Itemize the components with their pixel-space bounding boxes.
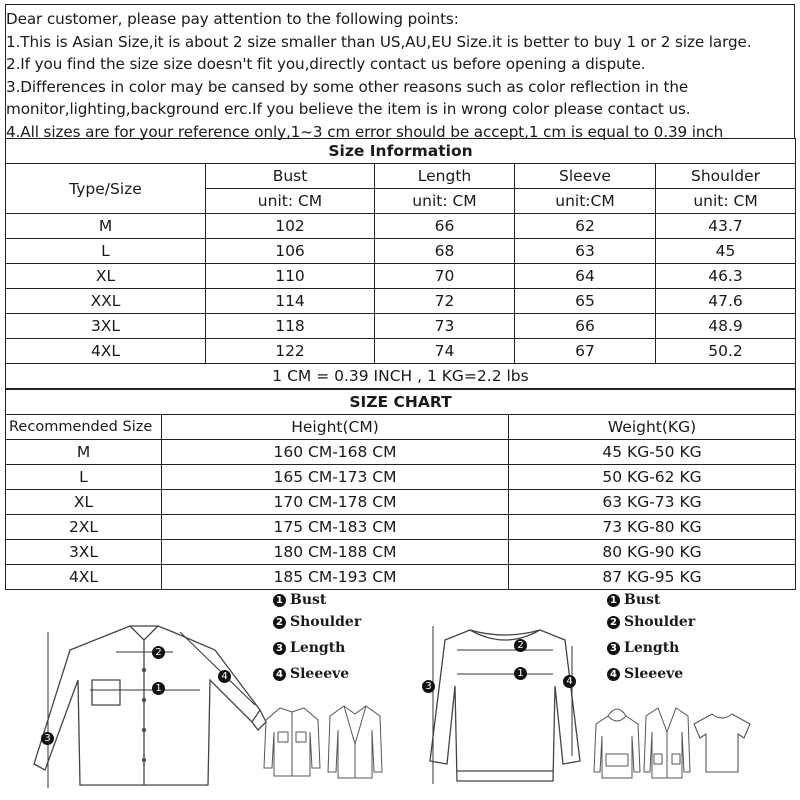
notice-line: monitor,lighting,background erc.If you believe the item is in wrong color please contact us. [6,100,691,119]
shoulder-header: Shoulder [656,164,796,189]
notice-line: Dear customer, please pay attention to the following points: [6,10,459,28]
legend-label: Sleeeve [624,666,684,682]
shoulder-cell: 43.7 [656,214,796,239]
shoulder-cell: 47.6 [656,289,796,314]
size-cell: XL [6,490,162,515]
size-cell: 2XL [6,515,162,540]
legend-label: Length [624,640,680,656]
table-row [6,490,796,515]
bust-cell: 106 [206,239,375,264]
unit-label: unit: CM [206,189,375,214]
marker-length: 3 [41,732,54,745]
measurement-illustrations [0,592,800,800]
height-cell: 160 CM-168 CM [162,440,509,465]
notice-line: 2.If you find the size size doesn't fit you,directly contact us before opening a dispute. [6,55,646,74]
size-cell: 3XL [6,540,162,565]
table-row [6,314,796,339]
table-row [6,339,796,364]
size-cell: L [6,239,206,264]
legend-label: Shoulder [290,614,362,630]
marker-bust: 1 [514,667,527,680]
bust-cell: 102 [206,214,375,239]
height-cell: 175 CM-183 CM [162,515,509,540]
length-cell: 73 [375,314,515,339]
bust-cell: 110 [206,264,375,289]
shoulder-cell: 46.3 [656,264,796,289]
recommended-size-header: Recommended Size [6,415,162,440]
legend-number: 4 [273,668,286,681]
weight-cell: 50 KG-62 KG [509,465,796,490]
sleeve-header: Sleeve [515,164,656,189]
size-cell: M [6,214,206,239]
legend-number: 1 [273,594,286,607]
unit-label: unit: CM [656,189,796,214]
legend-label: Length [290,640,346,656]
weight-cell: 63 KG-73 KG [509,490,796,515]
cardigan-icon [642,702,692,782]
length-header: Length [375,164,515,189]
legend-item-shoulder [273,614,361,630]
hoodie-icon [592,702,642,782]
tshirt-icon [690,710,754,776]
weight-cell: 87 KG-95 KG [509,565,796,590]
height-cell: 165 CM-173 CM [162,465,509,490]
legend-label: Shoulder [624,614,696,630]
legend-number: 2 [273,616,286,629]
marker-shoulder: 2 [514,639,527,652]
table-row [6,289,796,314]
size-cell: XXL [6,289,206,314]
shoulder-cell: 50.2 [656,339,796,364]
table-row [6,540,796,565]
blazer-icon [326,700,384,782]
table-row [6,440,796,465]
sweater-diagram-icon [415,606,595,786]
size-cell: L [6,465,162,490]
weight-cell: 45 KG-50 KG [509,440,796,465]
marker-length: 3 [422,680,435,693]
shirt-diagram-icon [30,610,270,800]
bust-cell: 122 [206,339,375,364]
legend-item-bust [273,592,326,608]
sleeve-cell: 64 [515,264,656,289]
length-cell: 66 [375,214,515,239]
legend-item-length [607,640,679,656]
size-cell: M [6,440,162,465]
notice-border [5,4,795,138]
sleeve-cell: 63 [515,239,656,264]
table-row [6,214,796,239]
legend-number: 2 [607,616,620,629]
weight-cell: 80 KG-90 KG [509,540,796,565]
marker-shoulder: 2 [152,646,165,659]
weight-header: Weight(KG) [509,415,796,440]
shoulder-cell: 45 [656,239,796,264]
legend-item-bust [607,592,660,608]
shoulder-cell: 48.9 [656,314,796,339]
legend-label: Bust [290,592,327,608]
legend-label: Sleeeve [290,666,350,682]
height-cell: 180 CM-188 CM [162,540,509,565]
unit-label: unit: CM [375,189,515,214]
denim-jacket-icon [262,702,322,782]
weight-cell: 73 KG-80 KG [509,515,796,540]
conversion-footnote: 1 CM = 0.39 INCH , 1 KG=2.2 lbs [6,364,796,389]
size-chart-table [5,389,796,590]
notice-line: 3.Differences in color may be cansed by some other reasons such as color reflection in the [6,77,689,96]
table-row [6,565,796,590]
legend-item-shoulder [607,614,695,630]
bust-cell: 114 [206,289,375,314]
size-cell: 3XL [6,314,206,339]
sleeve-cell: 67 [515,339,656,364]
length-cell: 72 [375,289,515,314]
legend-number: 1 [607,594,620,607]
length-cell: 70 [375,264,515,289]
marker-bust: 1 [152,682,165,695]
table-row [6,465,796,490]
legend-number: 3 [273,642,286,655]
size-cell: 4XL [6,339,206,364]
legend-item-sleeve [607,666,683,682]
legend-number: 3 [607,642,620,655]
legend-label: Bust [624,592,661,608]
marker-sleeve: 4 [563,675,576,688]
size-cell: 4XL [6,565,162,590]
type-size-header: Type/Size [6,164,206,214]
table-row [6,264,796,289]
size-cell: XL [6,264,206,289]
legend-number: 4 [607,668,620,681]
notice-line: 1.This is Asian Size,it is about 2 size smaller than US,AU,EU Size.it is better to buy 1 or 2 size large. [6,32,752,51]
unit-label: unit:CM [515,189,656,214]
length-cell: 74 [375,339,515,364]
length-cell: 68 [375,239,515,264]
sleeve-cell: 65 [515,289,656,314]
size-information-title: Size Information [6,139,796,164]
sleeve-cell: 62 [515,214,656,239]
marker-sleeve: 4 [218,670,231,683]
size-information-table [5,138,796,389]
height-header: Height(CM) [162,415,509,440]
height-cell: 170 CM-178 CM [162,490,509,515]
size-chart-title: SIZE CHART [6,390,796,415]
sleeve-cell: 66 [515,314,656,339]
legend-item-sleeve [273,666,349,682]
table-row [6,515,796,540]
bust-header: Bust [206,164,375,189]
table-row [6,239,796,264]
bust-cell: 118 [206,314,375,339]
notice-line: 4.All sizes are for your reference only,1~3 cm error should be accept,1 cm is equal to 0.39 inch [6,122,724,141]
height-cell: 185 CM-193 CM [162,565,509,590]
legend-item-length [273,640,345,656]
